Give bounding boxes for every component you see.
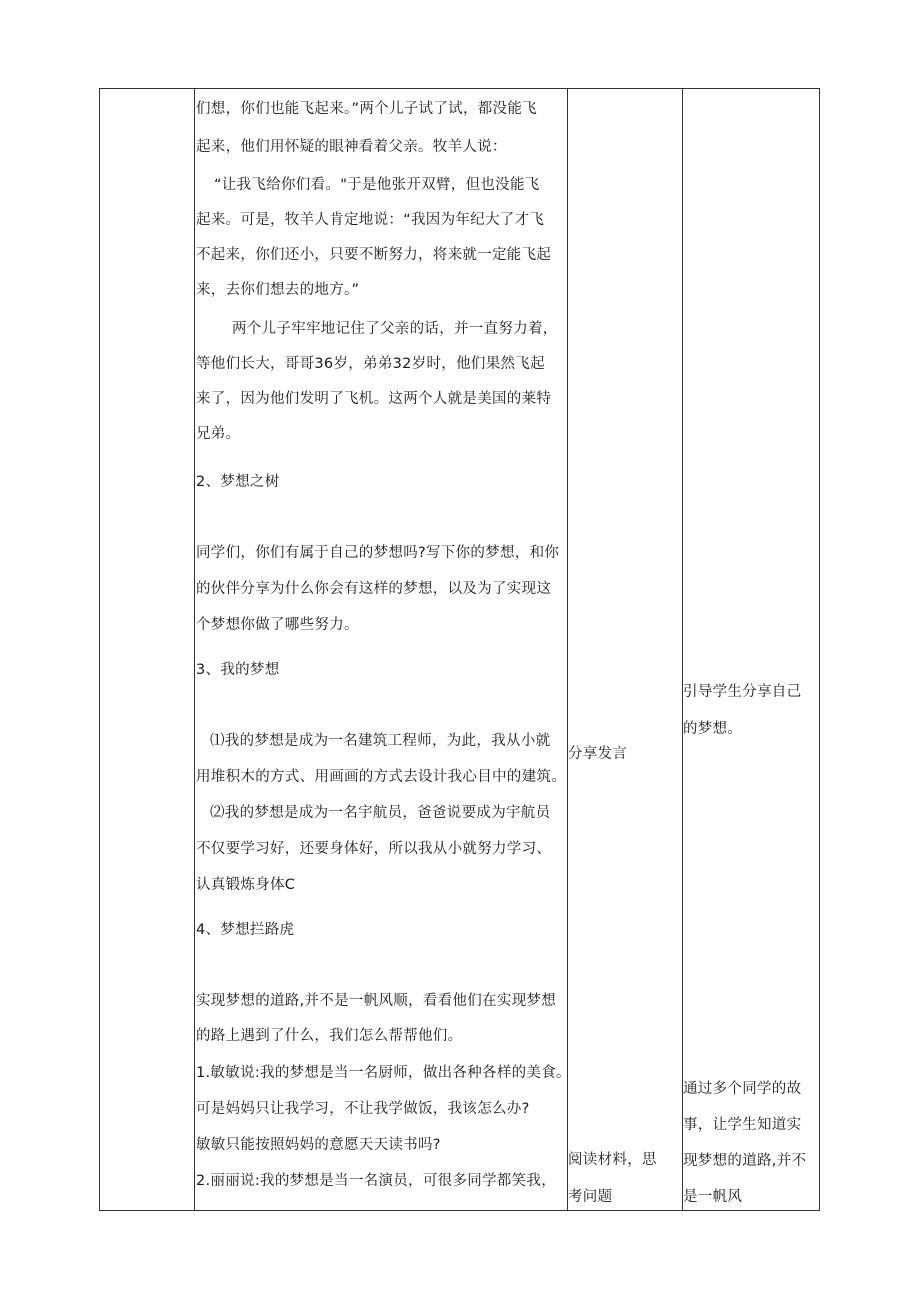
content-line: 起来，他们用怀疑的眼神看着父亲。牧羊人说： [196,139,507,155]
design-intent-text: 现梦想的道路,并不 [683,1153,807,1169]
content-line: 2.丽丽说:我的梦想是当一名演员，可很多同学都笑我， [196,1173,557,1189]
content-line: 同学们，你们有属于自己的梦想吗?写下你的梦想，和你 [196,545,560,561]
content-line: 兄弟。 [196,426,241,442]
content-line: 起来。可是，牧羊人肯定地说：“我因为年纪大了才飞 [196,212,545,228]
content-line: 1.敏敏说:我的梦想是当一名厨师，做出各种各样的美食。 [196,1065,571,1081]
student-activity-text: 考问题 [568,1189,613,1205]
section-heading: 2、梦想之树 [196,474,280,490]
lesson-table [99,88,820,1211]
content-line: 的路上遇到了什么，我们怎么帮帮他们。 [196,1028,463,1044]
content-line: 来了，因为他们发明了飞机。这两个人就是美国的莱特 [196,391,552,407]
content-line: 来，去你们想去的地方。” [196,282,360,298]
column-divider [567,89,568,1210]
content-line: 们想，你们也能飞起来。”两个儿子试了试，都没能飞 [196,101,537,117]
design-intent-text: 引导学生分享自己 [683,684,802,700]
section-heading: 3、我的梦想 [196,662,280,678]
content-line: 不仅要学习好，还要身体好，所以我从小就努力学习、 [196,841,552,857]
column-divider [194,89,195,1210]
design-intent-text: 事，让学生知道实 [683,1117,802,1133]
content-line: 可是妈妈只让我学习，不让我学做饭，我该怎么办? [196,1101,530,1117]
content-line: 的伙伴分享为什么你会有这样的梦想，以及为了实现这 [196,581,552,597]
content-line: 用堆积木的方式、用画画的方式去设计我心目中的建筑。 [196,769,566,785]
section-heading: 4、梦想拦路虎 [196,922,295,938]
column-divider [682,89,683,1210]
content-line: 认真锻炼身体C [196,877,296,893]
content-line: 个梦想你做了哪些努力。 [196,617,359,633]
student-activity-text: 分享发言 [568,746,628,762]
content-line: 实现梦想的道路,并不是一帆风顺，看看他们在实现梦想 [196,993,557,1009]
design-intent-text: 通过多个同学的故 [683,1081,802,1097]
content-line: ⑴我的梦想是成为一名建筑工程师，为此，我从小就 [210,733,551,749]
content-line: 不起来，你们还小，只要不断努力，将来就一定能飞起 [196,247,552,263]
content-line: 等他们长大，哥哥36岁，弟弟32岁时，他们果然飞起 [196,356,545,372]
content-line: 两个儿子牢牢地记住了父亲的话，并一直努力着， [232,321,558,337]
student-activity-text: 阅读材料，思 [568,1152,657,1168]
content-line: 敏敏只能按照妈妈的意愿天天读书吗? [196,1137,441,1153]
design-intent-text: 是一帆风 [683,1189,743,1205]
content-line: “让我飞给你们看。"于是他张开双臂，但也没能飞 [214,177,540,193]
content-line: ⑵我的梦想是成为一名宇航员，爸爸说要成为宇航员 [210,805,551,821]
design-intent-text: 的梦想。 [683,721,743,737]
